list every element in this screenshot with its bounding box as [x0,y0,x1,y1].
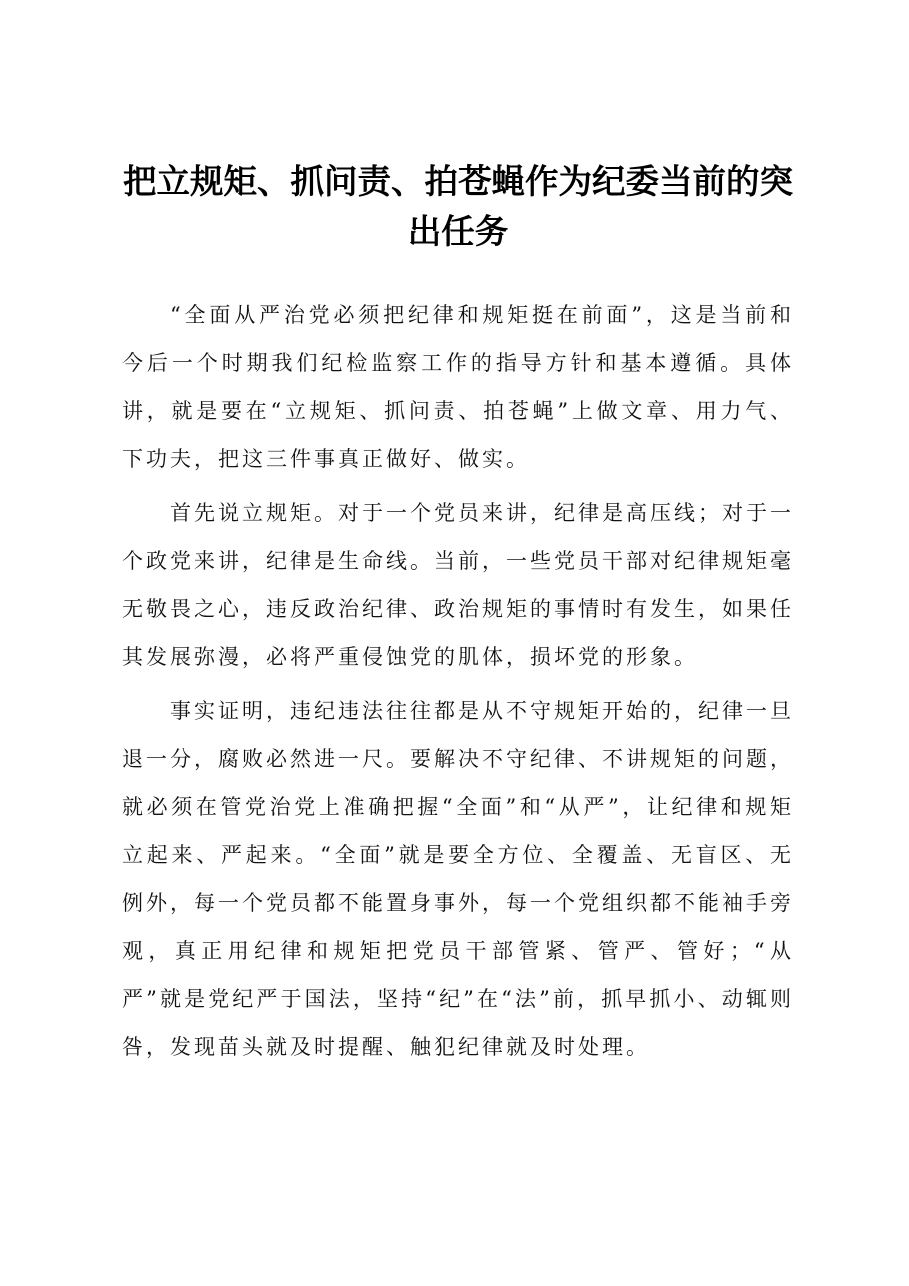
paragraph-intro: “全面从严治党必须把纪律和规矩挺在前面”，这是当前和今后一个时期我们纪检监察工作的指导方针和基本遵循。具体讲，就是要在“立规矩、抓问责、拍苍蝇”上做文章、用力气、下功夫，把这三件事真正做好、做实。 [122,303,794,471]
document-title: 把立规矩、抓问责、拍苍蝇作为纪委当前的突出任务 [123,162,793,251]
document-body [122,291,794,1077]
paragraph-discipline: 事实证明，违纪违法往往都是从不守规矩开始的，纪律一旦退一分，腐败必然进一尺。要解决不守纪律、不讲规矩的问题，就必须在管党治党上准确把握“全面”和“从严”，让纪律和规矩立起来、严起来。“全面”就是要全方位、全覆盖、无盲区、无例外，每一个党员都不能置身事外，每一个党组织都不能袖手旁观，真正用纪律和规矩把党员干部管紧、管严、管好；“从严”就是党纪严于国法，坚持“纪”在“法”前，抓早抓小、动辄则咎，发现苗头就及时提醒、触犯纪律就及时处理。 [122,699,794,1059]
paragraph-rules: 首先说立规矩。对于一个党员来讲，纪律是高压线；对于一个政党来讲，纪律是生命线。当前，一些党员干部对纪律规矩毫无敬畏之心，违反政治纪律、政治规矩的事情时有发生，如果任其发展弥漫，必将严重侵蚀党的肌体，损坏党的形象。 [122,501,794,669]
